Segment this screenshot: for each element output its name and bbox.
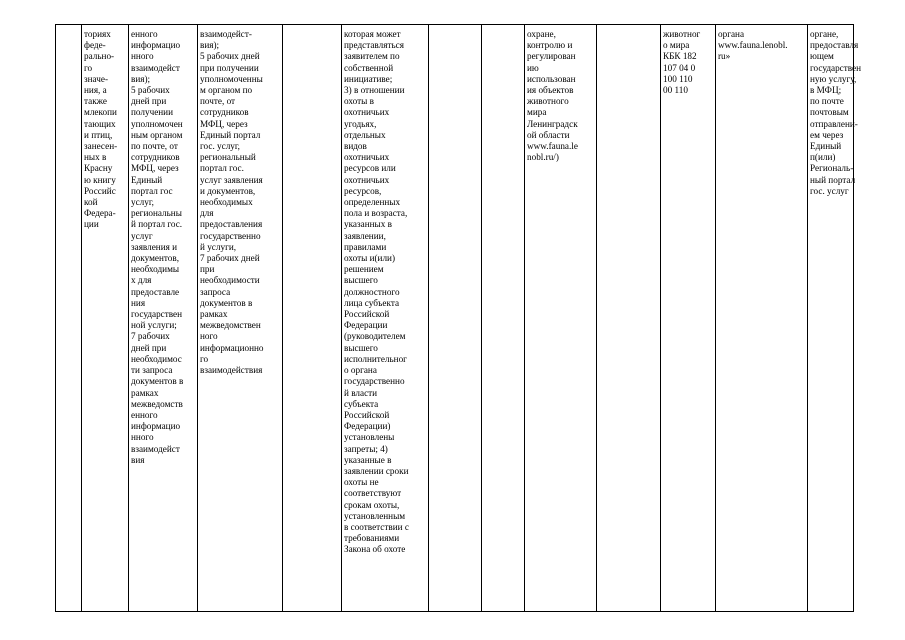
column-border [660,24,661,612]
column-border [128,24,129,612]
column-border [81,24,82,612]
table-cell: органа www.fauna.lenobl. ru» [718,29,788,62]
column-border [524,24,525,612]
table-cell: взаимодейст- вия); 5 рабочих дней при получении уполномоченны м органом по почте, от сотрудников МФЦ, через Единый портал гос. услуг, региональный портал гос. услуг заявления и документов, необходимых для предоставления государственно й услуги, 7 рабочих дней при необходимости запроса документов в рамках межведомствен ного информационно го взаимодействия [200,29,264,376]
column-border [715,24,716,612]
column-border [341,24,342,612]
column-border [428,24,429,612]
table-cell: органе, предоставля ющем государствен ную услугу, в МФЦ; по почте почтовым отправлени- ем через Единый п(или) Региональ- ный портал гос. услуг [810,29,862,196]
table-cell: енного информацио нного взаимодейст вия); 5 рабочих дней при получении уполномочен ным органом по почте, от сотрудников МФЦ, через Единый портал гос услуг, региональны й портал гос. услуг заявления и документов, необходимы х для предоставле ния государствен ной услуги; 7 рабочих дней при необходимос ти запроса документов в рамках межведомств енного информацио нного взаимодейст вия [131,29,184,465]
table-cell: животног о мира КБК 182 107 04 0 100 110 00 110 [663,29,701,96]
column-border [55,24,56,612]
table-bottom-border [55,611,853,612]
table-cell: которая может представляться заявителем по собственной инициативе; 3) в отношении охоты в охотничьих угодьях, отдельных видов охотничьих ресурсов или охотничьих ресурсов, определенных пола и возраста, указанных в заявлении, правилами охоты и(или) решением высшего должностного лица субъекта Российской Федерации (руководителем высшего исполнительног о органа государственно й власти субъекта Российской Федерации) установлены запреты; 4) указанные в заявлении сроки охоты не соответствуют срокам охоты, установленным в соответствии с требованиями Закона об охоте [344,29,409,555]
column-border [596,24,597,612]
column-border [197,24,198,612]
column-border [807,24,808,612]
table-top-border [55,24,853,25]
table-cell: ториях феде- рально- го значе- ния, а также млекопи тающих и птиц, занесен- ных в Красну ю книгу Российс кой Федера- ции [84,29,118,230]
column-border [481,24,482,612]
column-border [282,24,283,612]
table-cell: охране, контролю и регулирован ию использован ия объектов животного мира Ленинградск ой области www.fauna.le nobl.ru/) [527,29,578,163]
